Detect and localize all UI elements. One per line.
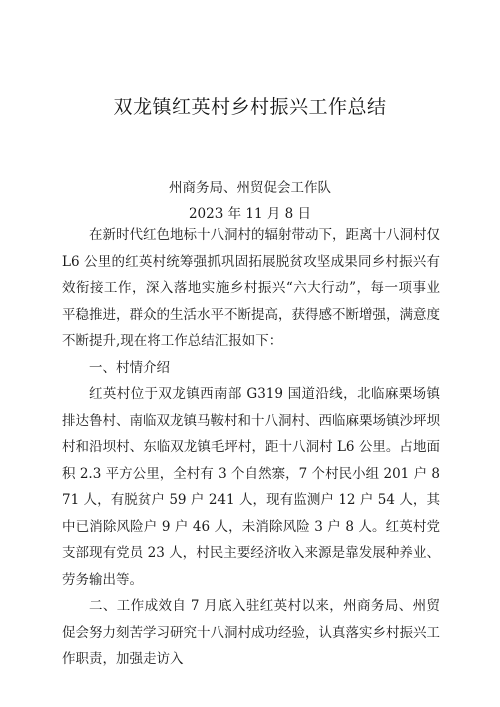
document-date: 2023 年 11 月 8 日 — [188, 206, 312, 222]
document-title: 双龙镇红英村乡村振兴工作总结 — [113, 96, 387, 118]
paragraph-village-overview: 红英村位于双龙镇西南部 G319 国道沿线，北临麻栗场镇排达鲁村、南临双龙镇马鞍村和十八洞村、西临麻栗场镇沙坪坝村和沿坝村、东临双龙镇毛坪村，距十八洞村 L6 公里。占地面积 2.3 平方公里，全村有 3 个自然寨，7 个村民小组 201 户 871 人，有脱贫户 59 户 241 人，现有监测户 12 户 54 人，其中已消除风险户 9 户 46 人，未消除风险 3 户 8 人。红英村党支部现有党员 23 人，村民主要经济收入来源是靠发展种养业、劳务输出等。 — [62, 386, 440, 588]
paragraph-intro: 在新时代红色地标十八洞村的辐射带动下，距离十八洞村仅 L6 公里的红英村统筹强抓巩固拓展脱贫攻坚成果同乡村振兴有效衔接工作，深入落地实施乡村振兴“六大行动”，每一项事业平稳推进，群众的生活水平不断提高，获得感不断增强，满意度不断提升,现在将工作总结汇报如下： — [62, 227, 440, 349]
paragraph-work-results: 二、工作成效自 7 月底入驻红英村以来，州商务局、州贸促会努力刻苦学习研究十八洞村成功经验，认真落实乡村振兴工作职责，加强走访入 — [62, 598, 440, 667]
document-author: 州商务局、州贸促会工作队 — [169, 180, 331, 196]
document-body — [62, 222, 440, 673]
section-heading-village-overview: 一、村情介绍 — [89, 359, 170, 376]
